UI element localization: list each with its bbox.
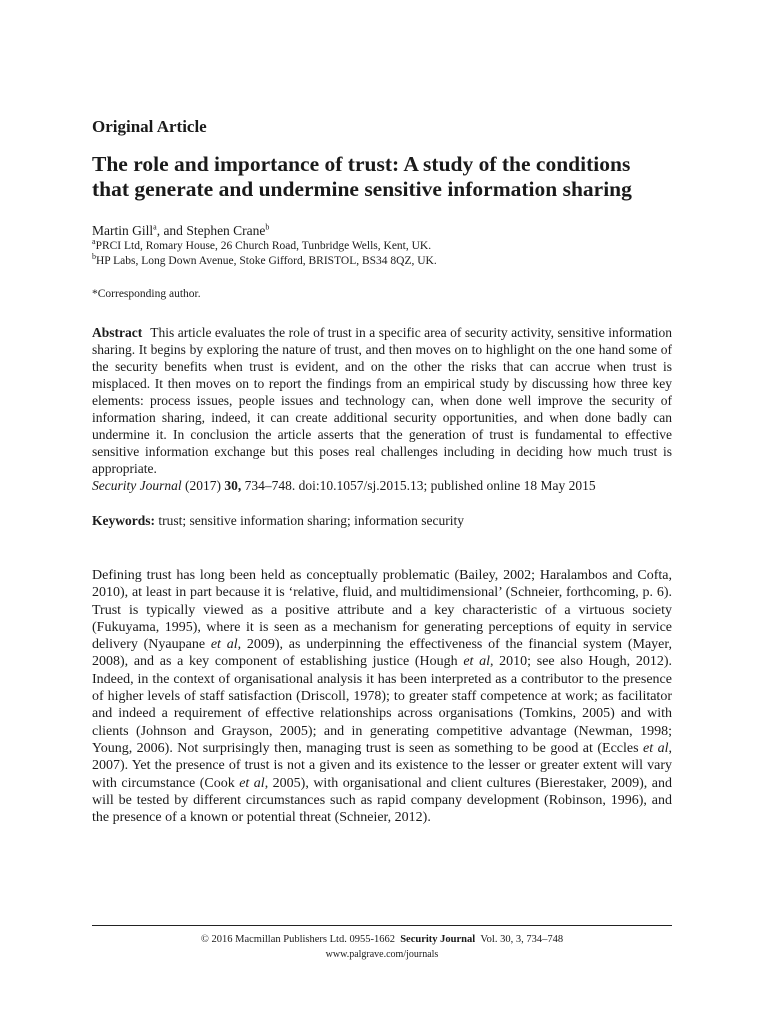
author-list <box>92 222 672 239</box>
footer-copyright: © 2016 Macmillan Publishers Ltd. 0955-1662 <box>200 934 395 945</box>
author-separator: , and <box>156 223 187 238</box>
body-italic-run: et al <box>210 637 238 653</box>
keywords-label: Keywords: <box>92 513 155 528</box>
article-title: The role and importance of trust: A study of the conditions that generate and undermine sensitive information sharing <box>92 152 632 201</box>
citation-line <box>92 477 672 494</box>
article-content <box>92 116 672 826</box>
citation-details: 734–748. doi:10.1057/sj.2015.13; published online 18 May 2015 <box>241 478 596 493</box>
citation-year: (2017) <box>181 478 225 493</box>
footer-volume-info: Vol. 30, 3, 734–748 <box>480 934 564 945</box>
affiliation-text: PRCI Ltd, Romary House, 26 Church Road, Tunbridge Wells, Kent, UK. <box>95 240 432 252</box>
body-text-run: , 2010; see also Hough, 2012). Indeed, in the context of organisational analysis it has been interpreted as a contributor to the presence of higher levels of staff satisfaction (Driscoll, 1978); to greater staff competence at work; as facilitator and indeed a requirement of effective relationships across organisations (Tomkins, 2005) and with clients (Johnson and Grayson, 2005); and in generating competitive advantage (Newman, 1998; Young, 2006). Not surprisingly then, managing trust is seen as something to be good at (Eccles <box>92 654 672 756</box>
abstract <box>92 324 672 477</box>
keywords-text: trust; sensitive information sharing; information security <box>155 513 464 528</box>
body-text-run: Defining trust has long been held as conceptually problematic (Bailey, 2002; Haralambos and Cofta, 2010), at least in part because it is ‘relative, fluid, and multidimensional’ (Schneier, forthcoming, p. 6). Trust is typically viewed as a positive attribute and a key characteristic of a virtuous society (Fukuyama, 1995), where it is seen as a mechanism for generating perceptions of equity in service delivery (Nyaupane <box>92 568 672 653</box>
body-text-run: , 2007). Yet the presence of trust is not a given and its existence to the lesser or greater extent will vary with circumstance (Cook <box>92 740 672 791</box>
footer-copyright-line <box>92 932 672 947</box>
body-text-run: , 2005), with organisational and client cultures (Bierestaker, 2009), and will be tested by different circumstances such as rapid company development (Robinson, 1996), and the presence of a known or potential threat (Schneier, 2012). <box>92 775 672 826</box>
footer-journal: Security Journal <box>400 934 476 945</box>
body-paragraph <box>92 567 672 826</box>
abstract-label: Abstract <box>92 325 143 340</box>
section-label: Original Article <box>92 117 207 136</box>
affiliation-mark: b <box>92 252 96 262</box>
keywords <box>92 512 672 529</box>
affiliation-mark: a <box>92 237 96 247</box>
footer-divider <box>92 925 672 926</box>
citation-volume: 30, <box>224 478 242 493</box>
citation-journal: Security Journal <box>92 478 182 493</box>
footer-url[interactable]: www.palgrave.com/journals <box>325 949 439 960</box>
affiliation <box>92 254 672 269</box>
body-text-run: , 2009), as underpinning the effectiveness of the financial system (Mayer, 2008), and as a key component of establishing justice (Hough <box>92 637 672 670</box>
author-affil-mark: b <box>265 222 270 232</box>
body-italic-run: et al <box>643 740 669 756</box>
affiliation-text: HP Labs, Long Down Avenue, Stoke Gifford, BRISTOL, BS34 8QZ, UK. <box>96 255 437 267</box>
affiliation <box>92 239 672 254</box>
author-affil-mark: a <box>153 222 157 232</box>
author-name: Martin Gill <box>92 223 154 238</box>
body-italic-run: et al <box>239 775 265 791</box>
author-name: Stephen Crane <box>186 223 266 238</box>
body-italic-run: et al <box>463 654 490 670</box>
abstract-text: This article evaluates the role of trust in a specific area of security activity, sensitive information sharing. It begins by exploring the nature of trust, and then moves on to highlight on the one hand some of the security benefits when trust is evident, and on the other the risks that can accrue when trust is misplaced. It then moves on to report the findings from an empirical study by discussing how three key elements: process issues, people issues and technology can, when done well improve the security of information sharing, indeed, it can create additional security opportunities, and when done badly can undermine it. In conclusion the article asserts that the generation of trust is fundamental to effective sensitive information exchange but this poses real challenges including in deciding how much trust is appropriate. <box>92 325 672 476</box>
corresponding-author-note: *Corresponding author. <box>92 288 201 300</box>
page-footer <box>92 932 672 962</box>
